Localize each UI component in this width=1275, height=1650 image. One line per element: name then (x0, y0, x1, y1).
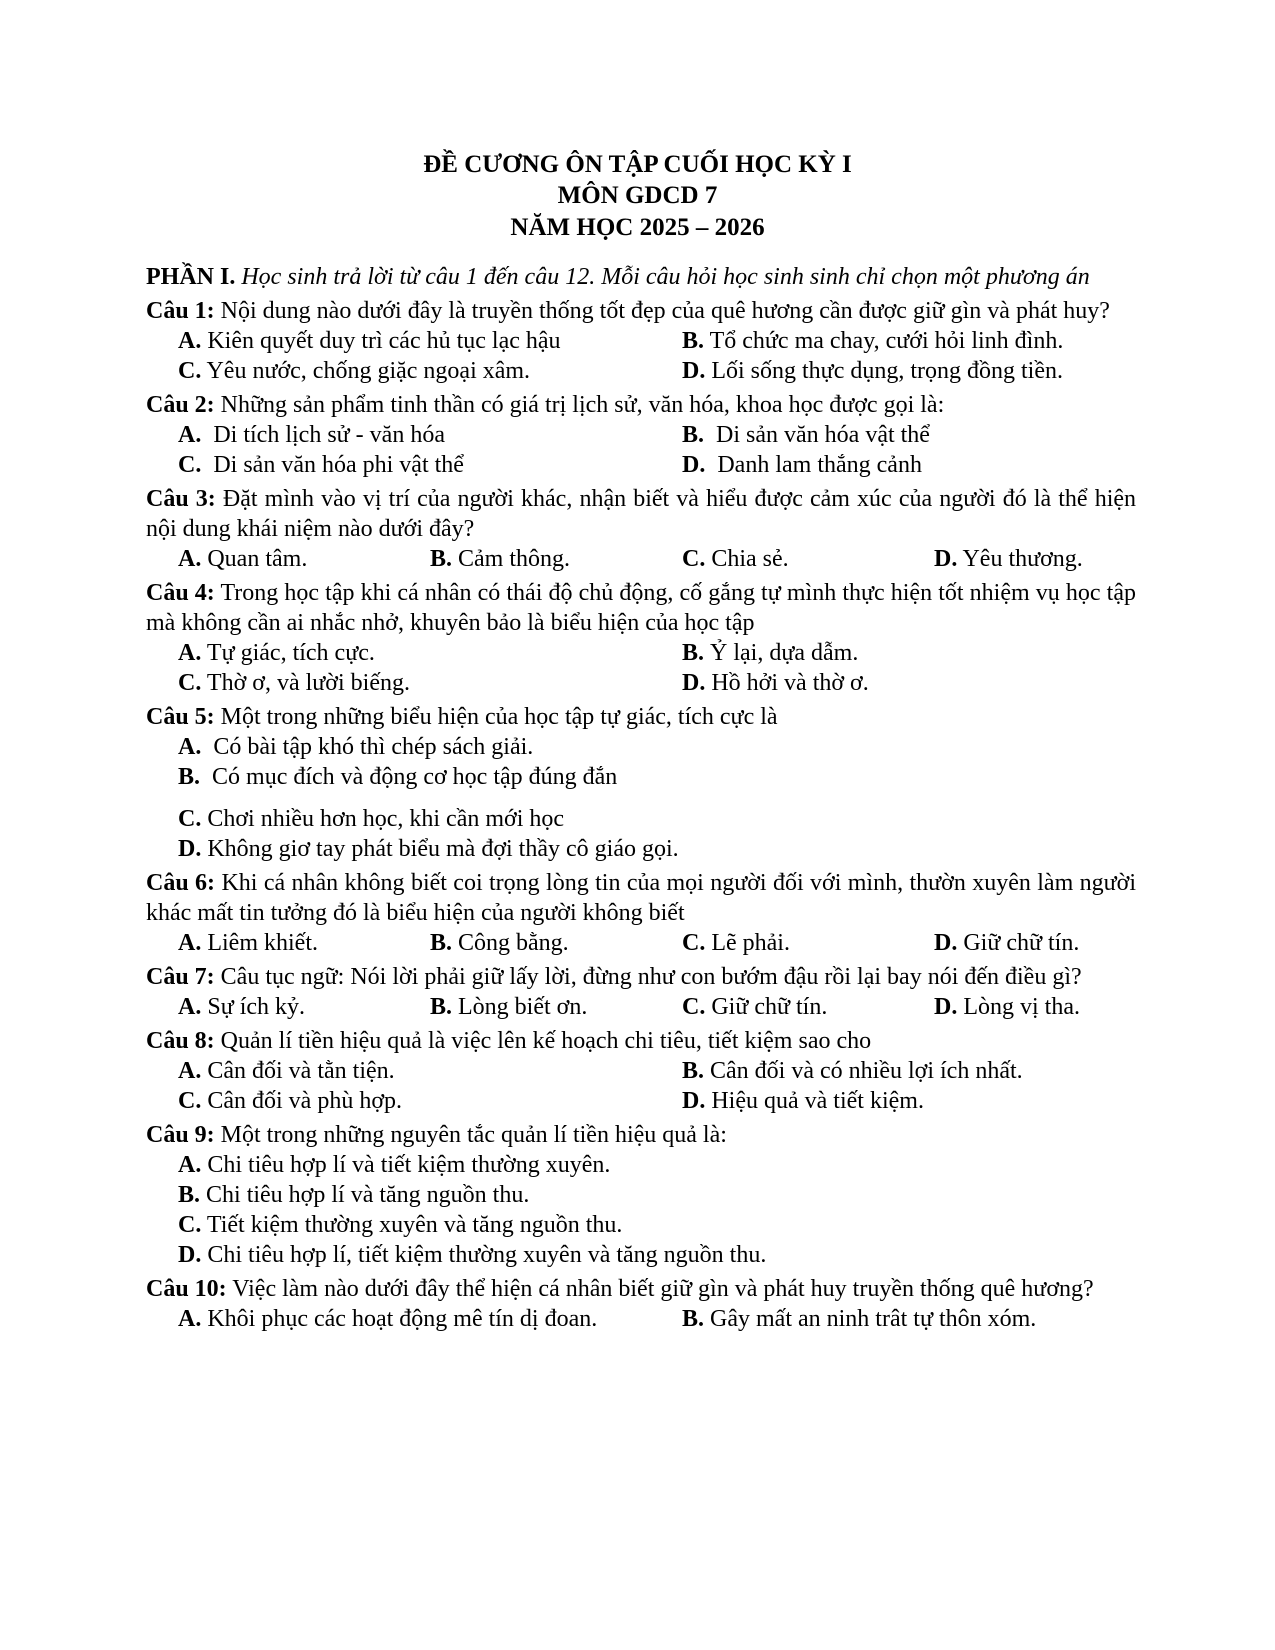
question-8 (146, 1026, 1136, 1116)
question-text: Những sản phẩm tinh thần có giá trị lịch sử, văn hóa, khoa học được gọi là: (220, 392, 945, 418)
question-10 (146, 1274, 1136, 1334)
question-1 (146, 296, 1136, 386)
document-body (146, 262, 1136, 1334)
question-text: Nội dung nào dưới đây là truyền thống tốt đẹp của quê hương cần được giữ gìn và phát huy? (220, 298, 1110, 324)
question-label: Câu 5: (146, 704, 215, 730)
option-c: C. Tiết kiệm thường xuyên và tăng nguồn thu. (178, 1212, 623, 1238)
question-text: Khi cá nhân không biết coi trọng lòng tin của mọi người đối với mình, thườn xuyên làm người khác mất tin tưởng đó là biểu hiện của người không biết (146, 870, 1137, 926)
question-label: Câu 8: (146, 1028, 215, 1054)
question-label: Câu 7: (146, 964, 215, 990)
doc-subject: MÔN GDCD 7 (557, 182, 718, 209)
option-b: B. Chi tiêu hợp lí và tăng nguồn thu. (178, 1182, 530, 1208)
option-b: B. Di sản văn hóa vật thể (682, 422, 930, 448)
question-7 (146, 962, 1136, 1022)
option-b: B. Cảm thông. (430, 546, 571, 572)
option-a: A. Có bài tập khó thì chép sách giải. (178, 734, 534, 760)
doc-school-year: NĂM HỌC 2025 – 2026 (510, 214, 765, 241)
question-label: Câu 3: (146, 486, 216, 512)
question-text: Đặt mình vào vị trí của người khác, nhận biết và hiểu được cảm xúc của người đó là thể hiện nội dung khái niệm nào dưới đây? (146, 486, 1137, 542)
question-label: Câu 10: (146, 1276, 227, 1302)
part-label: PHẦN I. (146, 264, 236, 290)
option-d: D. Danh lam thắng cảnh (682, 452, 922, 478)
option-d: D. Hồ hởi và thờ ơ. (682, 670, 869, 696)
question-2 (146, 390, 1136, 480)
part-1-instruction (146, 262, 1136, 292)
question-3 (146, 484, 1136, 574)
option-b: B. Gây mất an ninh trât tự thôn xóm. (682, 1306, 1037, 1332)
question-label: Câu 4: (146, 580, 215, 606)
option-c: C. Chơi nhiều hơn học, khi cần mới học (178, 806, 565, 832)
option-a: A. Tự giác, tích cực. (178, 640, 375, 666)
question-text: Câu tục ngữ: Nói lời phải giữ lấy lời, đừng như con bướm đậu rồi lại bay nói đến điều gì? (220, 964, 1082, 990)
option-a: A. Quan tâm. (178, 546, 308, 572)
question-text: Một trong những biểu hiện của học tập tự giác, tích cực là (220, 704, 778, 730)
option-c: C. Thờ ơ, và lười biếng. (178, 670, 410, 696)
option-d: D. Hiệu quả và tiết kiệm. (682, 1088, 924, 1114)
option-a: A. Cân đối và tằn tiện. (178, 1058, 395, 1084)
option-d: D. Lối sống thực dụng, trọng đồng tiền. (682, 358, 1063, 384)
option-d: D. Giữ chữ tín. (934, 930, 1080, 956)
question-6 (146, 868, 1136, 958)
question-9 (146, 1120, 1136, 1270)
option-a: A. Chi tiêu hợp lí và tiết kiệm thường xuyên. (178, 1152, 611, 1178)
question-label: Câu 2: (146, 392, 215, 418)
option-a: A. Di tích lịch sử - văn hóa (178, 422, 445, 448)
option-d: D. Lòng vị tha. (934, 994, 1080, 1020)
option-c: C. Di sản văn hóa phi vật thể (178, 452, 464, 478)
question-4 (146, 578, 1136, 698)
question-text: Việc làm nào dưới đây thể hiện cá nhân biết giữ gìn và phát huy truyền thống quê hương? (232, 1276, 1094, 1302)
option-d: D. Không giơ tay phát biểu mà đợi thầy cô giáo gọi. (178, 836, 679, 862)
question-text: Trong học tập khi cá nhân có thái độ chủ động, cố gắng tự mình thực hiện tốt nhiệm vụ học tập mà không cần ai nhắc nhở, khuyên bảo là biểu hiện của học tập (146, 580, 1136, 636)
question-text: Một trong những nguyên tắc quản lí tiền hiệu quả là: (220, 1122, 727, 1148)
option-c: C. Cân đối và phù hợp. (178, 1088, 403, 1114)
question-label: Câu 6: (146, 870, 216, 896)
part-instruction: Học sinh trả lời từ câu 1 đến câu 12. Mỗi câu hỏi học sinh sinh chỉ chọn một phương án (241, 264, 1090, 290)
option-b: B. Ỷ lại, dựa dẫm. (682, 640, 859, 666)
option-c: C. Chia sẻ. (682, 546, 789, 572)
option-b: B. Tổ chức ma chay, cưới hỏi linh đình. (682, 328, 1064, 354)
option-a: A. Khôi phục các hoạt động mê tín dị đoan. (178, 1306, 598, 1332)
doc-title: ĐỀ CƯƠNG ÔN TẬP CUỐI HỌC KỲ I (423, 151, 852, 178)
option-c: C. Giữ chữ tín. (682, 994, 828, 1020)
option-b: B. Có mục đích và động cơ học tập đúng đắn (178, 764, 618, 790)
option-d: D. Chi tiêu hợp lí, tiết kiệm thường xuyên và tăng nguồn thu. (178, 1242, 767, 1268)
option-a: A. Liêm khiết. (178, 930, 318, 956)
question-5 (146, 702, 1136, 864)
option-b: B. Công bằng. (430, 930, 569, 956)
option-b: B. Lòng biết ơn. (430, 994, 588, 1020)
option-c: C. Yêu nước, chống giặc ngoại xâm. (178, 358, 531, 384)
option-c: C. Lẽ phải. (682, 930, 790, 956)
question-text: Quản lí tiền hiệu quả là việc lên kế hoạch chi tiêu, tiết kiệm sao cho (220, 1028, 872, 1054)
option-a: A. Kiên quyết duy trì các hủ tục lạc hậu (178, 328, 561, 354)
question-label: Câu 1: (146, 298, 215, 324)
question-label: Câu 9: (146, 1122, 215, 1148)
option-d: D. Yêu thương. (934, 546, 1083, 572)
option-a: A. Sự ích kỷ. (178, 994, 306, 1020)
option-b: B. Cân đối và có nhiều lợi ích nhất. (682, 1058, 1023, 1084)
